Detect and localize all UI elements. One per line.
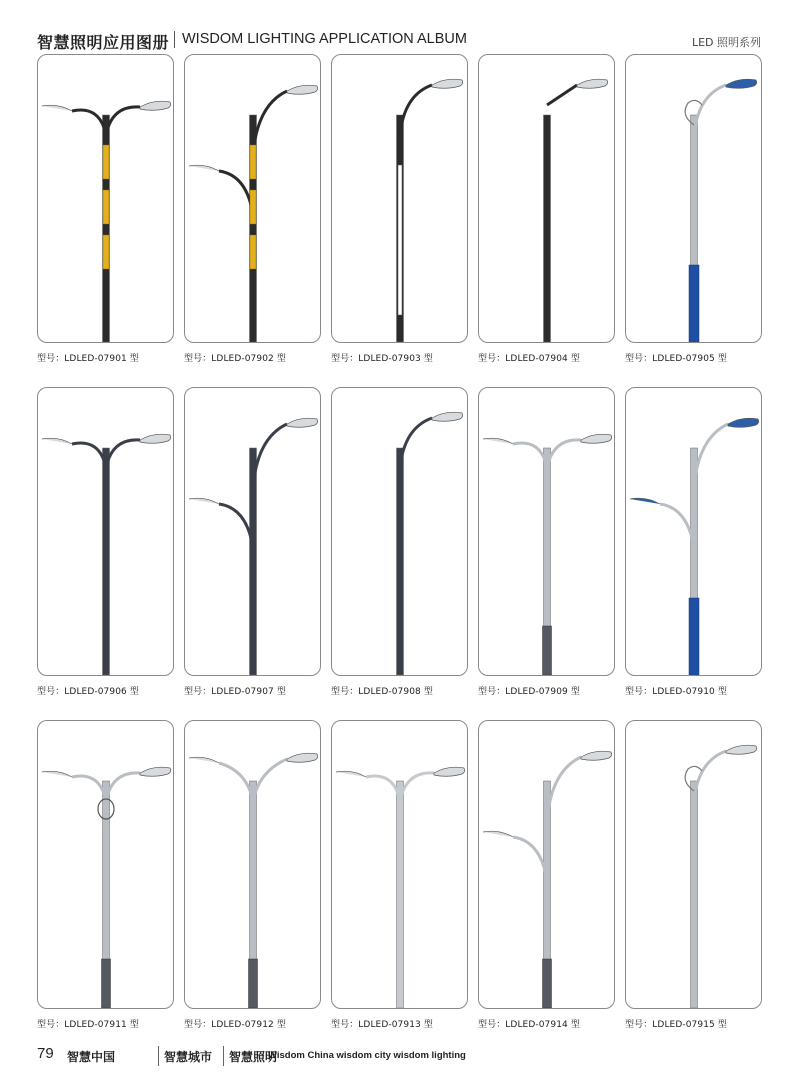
lamp-head-icon <box>728 418 759 427</box>
lamp-head-icon <box>140 101 171 110</box>
street-lamp-illustration <box>479 55 615 343</box>
lamp-head-icon <box>42 438 72 444</box>
page-number: 79 <box>37 1045 54 1062</box>
footer-divider <box>158 1046 159 1066</box>
lamp-head-icon <box>140 434 171 443</box>
footer-item-wisdom-city: 智慧城市 <box>164 1050 213 1064</box>
street-lamp-illustration <box>38 721 174 1009</box>
lamp-head-icon <box>432 412 463 421</box>
product-model-caption: 型号：LDLED-07912 型 <box>184 1020 286 1030</box>
product-card[interactable] <box>331 720 468 1009</box>
street-lamp-illustration <box>332 388 468 676</box>
page-title-en: WISDOM LIGHTING APPLICATION ALBUM <box>182 31 467 47</box>
product-model-caption: 型号：LDLED-07913 型 <box>331 1020 433 1030</box>
street-lamp-illustration <box>626 388 762 676</box>
lamp-head-icon <box>287 753 318 762</box>
lamp-head-icon <box>189 165 219 171</box>
product-model-caption: 型号：LDLED-07907 型 <box>184 687 286 697</box>
series-label: LED 照明系列 <box>691 36 761 49</box>
lamp-head-icon <box>42 105 72 111</box>
product-card[interactable] <box>478 54 615 343</box>
page-footer <box>37 1045 763 1067</box>
product-card[interactable] <box>37 54 174 343</box>
product-card[interactable] <box>478 720 615 1009</box>
product-model-caption: 型号：LDLED-07906 型 <box>37 687 139 697</box>
lamp-head-icon <box>577 79 608 88</box>
product-card[interactable] <box>625 720 762 1009</box>
product-card[interactable] <box>37 720 174 1009</box>
lamp-head-icon <box>140 767 171 776</box>
lamp-head-icon <box>432 79 463 88</box>
street-lamp-illustration <box>38 55 174 343</box>
lamp-head-icon <box>287 85 318 94</box>
lamp-head-icon <box>581 751 612 760</box>
product-card[interactable] <box>625 54 762 343</box>
lamp-head-icon <box>287 418 318 427</box>
lamp-head-icon <box>726 79 757 88</box>
product-model-caption: 型号：LDLED-07902 型 <box>184 354 286 364</box>
product-model-caption: 型号：LDLED-07904 型 <box>478 354 580 364</box>
street-lamp-illustration <box>332 55 468 343</box>
lamp-head-icon <box>42 771 72 777</box>
street-lamp-illustration <box>185 388 321 676</box>
product-grid <box>37 54 763 1034</box>
street-lamp-illustration <box>479 721 615 1009</box>
footer-tagline: Wisdom China wisdom city wisdom lighting <box>268 1050 466 1061</box>
page-header <box>37 28 763 52</box>
street-lamp-illustration <box>185 55 321 343</box>
page-title-cn: 智慧照明应用图册 <box>37 33 170 52</box>
street-lamp-illustration <box>185 721 321 1009</box>
product-card[interactable] <box>184 387 321 676</box>
lamp-head-icon <box>336 771 366 777</box>
footer-divider <box>223 1046 224 1066</box>
lamp-head-icon <box>189 757 219 763</box>
product-model-caption: 型号：LDLED-07905 型 <box>625 354 727 364</box>
product-card[interactable] <box>37 387 174 676</box>
product-model-caption: 型号：LDLED-07910 型 <box>625 687 727 697</box>
product-model-caption: 型号：LDLED-07911 型 <box>37 1020 139 1030</box>
street-lamp-illustration <box>38 388 174 676</box>
product-model-caption: 型号：LDLED-07914 型 <box>478 1020 580 1030</box>
lamp-head-icon <box>434 767 465 776</box>
street-lamp-illustration <box>626 55 762 343</box>
product-model-caption: 型号：LDLED-07903 型 <box>331 354 433 364</box>
lamp-head-icon <box>189 498 219 504</box>
product-card[interactable] <box>184 720 321 1009</box>
product-model-caption: 型号：LDLED-07901 型 <box>37 354 139 364</box>
lamp-head-icon <box>630 498 660 504</box>
product-card[interactable] <box>331 387 468 676</box>
product-card[interactable] <box>625 387 762 676</box>
street-lamp-illustration <box>626 721 762 1009</box>
product-model-caption: 型号：LDLED-07909 型 <box>478 687 580 697</box>
title-divider <box>174 31 175 48</box>
lamp-head-icon <box>726 745 757 754</box>
lamp-head-icon <box>483 831 513 837</box>
lamp-head-icon <box>581 434 612 443</box>
product-model-caption: 型号：LDLED-07915 型 <box>625 1020 727 1030</box>
product-card[interactable] <box>331 54 468 343</box>
street-lamp-illustration <box>479 388 615 676</box>
footer-item-wisdom-lighting: 智慧照明 <box>229 1050 278 1064</box>
footer-item-wisdom-china: 智慧中国 <box>67 1050 116 1064</box>
product-card[interactable] <box>184 54 321 343</box>
street-lamp-illustration <box>332 721 468 1009</box>
product-model-caption: 型号：LDLED-07908 型 <box>331 687 433 697</box>
product-card[interactable] <box>478 387 615 676</box>
lamp-head-icon <box>483 438 513 444</box>
